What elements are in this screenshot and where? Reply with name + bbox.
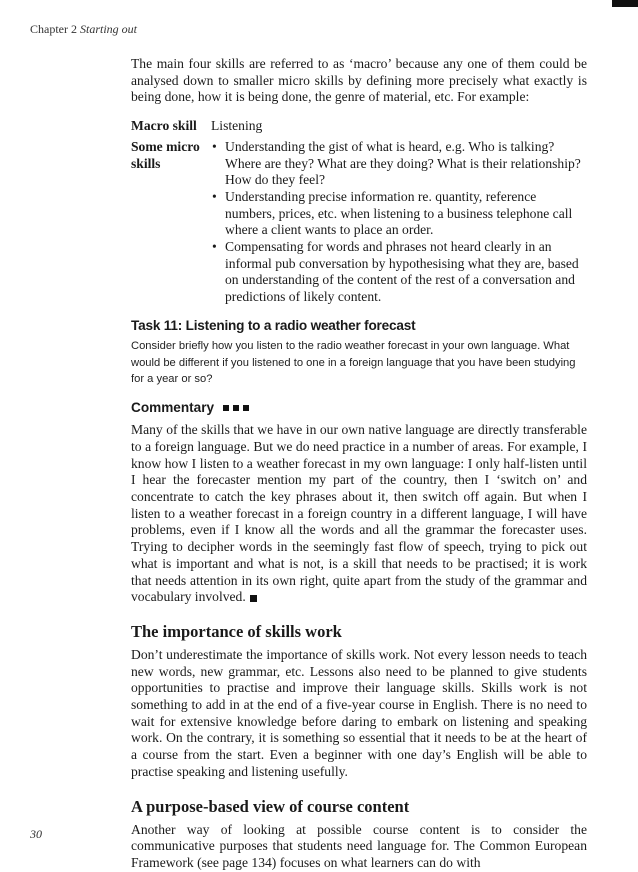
page-number: 30 — [30, 827, 42, 841]
macro-skill-label: Macro skill — [131, 118, 197, 134]
micro-skills-label: Some micro skills — [131, 138, 200, 171]
chapter-label: Chapter 2 — [30, 22, 77, 36]
intro-paragraph: The main four skills are referred to as ‘macro’ because any one of them could be analysed down to smaller micro skills by defining more precisely what exactly is being done, how it is being done, the genre of material, etc. For example: — [131, 56, 587, 105]
commentary-heading-label: Commentary — [131, 400, 215, 416]
corner-tab-mark — [612, 0, 638, 7]
purpose-section-paragraph: Another way of looking at possible course content is to consider the communicative purposes that students need language for. The Common European Framework (see page 134) focuses on what learners can do with — [131, 821, 587, 870]
macro-skill-value: Listening — [211, 118, 263, 134]
micro-skills-row — [131, 139, 587, 306]
task-text: Consider briefly how you listen to the radio weather forecast in your own language. What would be different if you listened to one in a foreign language that you have been studying for a year or so? — [131, 339, 576, 386]
skills-section-paragraph: Don’t underestimate the importance of skills work. Not every lesson needs to teach new words, new grammar, etc. Lessons also need to be planned to give students opportunities to practise and improve their language skills. Skills work is not something to add in at the end of a five-year course in English. There is no need to wait for extensive knowledge before daring to embark on listening and speaking work. On the contrary, it is something so essential that it needs to be at the heart of a course from the start. Even a beginner with one day’s English will be able to practise speaking and listening usefully. — [131, 646, 587, 779]
micro-skill-item: • Understanding precise information re. quantity, reference numbers, prices, etc. when listening to a business telephone call where a client wants to place an order. — [211, 189, 587, 239]
commentary-text: Many of the skills that we have in our own native language are directly transferable to a foreign language. But we do need practice in a number of areas. For example, I know how I listen to a weather forecast in my own language: I only half-listen until I hear the forecaster mention my part of the country, then I ‘switch on’ and concentrate to catch the key phrases about it, then switch off again. But when I listen to a weather forecast in a foreign country in a different language, I will have problems, even if I know all the words and all the grammar the forecaster uses. Trying to decipher words in the seemingly fast flow of speech, trying to pick out what is important and what is not, is a skill that needs to be practised; it is work that needs attention in its own right, quite apart from the study of the grammar and vocabulary involved. — [131, 422, 587, 605]
micro-skill-item: • Compensating for words and phrases not heard clearly in an informal pub conversation by hypothesising what they are, based on understanding of the content of the rest of a conversation and predictions of likely content. — [211, 239, 587, 306]
commentary-paragraph — [131, 422, 587, 606]
task-heading: Task 11: Listening to a radio weather forecast — [131, 317, 416, 333]
micro-skills-list — [211, 139, 587, 306]
chapter-section-title: Starting out — [80, 22, 138, 36]
running-head — [30, 22, 137, 37]
page-content — [131, 56, 587, 872]
section-heading-purpose: A purpose-based view of course content — [131, 796, 410, 816]
square-bullet-icon — [233, 405, 239, 411]
square-bullet-icon — [223, 405, 229, 411]
micro-skill-item: • Understanding the gist of what is heard, e.g. Who is talking? Where are they? What are they doing? What is their relationship? How do they feel? — [211, 139, 587, 189]
macro-skill-row — [131, 118, 587, 135]
section-heading-skills: The importance of skills work — [131, 621, 342, 641]
commentary-heading — [131, 400, 587, 415]
end-of-commentary-icon — [250, 595, 257, 602]
square-bullet-icon — [243, 405, 249, 411]
skills-table — [131, 118, 587, 306]
